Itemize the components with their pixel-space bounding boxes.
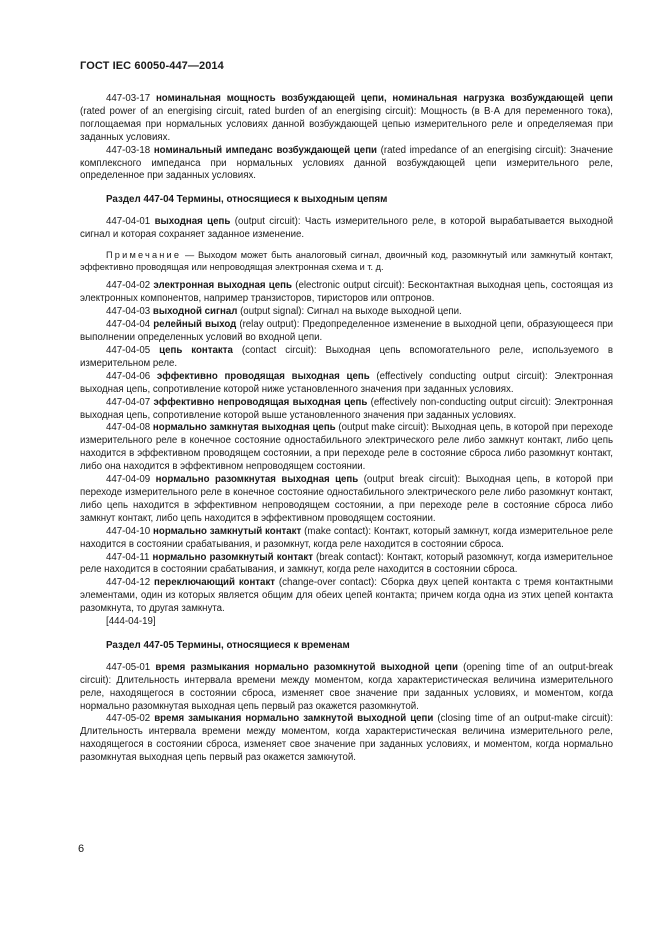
term-code: 447-03-18 [106, 144, 151, 156]
term-entry [80, 397, 613, 423]
note-dash: — [181, 250, 199, 261]
term-code: 447-04-11 [106, 551, 150, 563]
term-entry [80, 577, 613, 616]
term-name: время размыкания нормально разомкнутой выходной цепи [155, 661, 458, 673]
term-entry [80, 526, 613, 552]
term-definition: (output signal): Сигнал на выходе выходной цепи. [237, 306, 462, 318]
term-name: нормально замкнутая выходная цепь [152, 422, 336, 434]
term-definition: (rated power of an energising circuit, rated burden of an energising circuit): Мощность (в В·А для переменного тока), поглощаемая при нормальных условиях данной возбуждающей цепью измерительного реле и определяемая при заданных условиях. [80, 105, 613, 143]
term-name: нормально разомкнутая выходная цепь [155, 474, 359, 486]
term-code: 447-04-10 [106, 525, 151, 537]
term-entry [80, 145, 613, 184]
term-code: 447-04-07 [106, 396, 151, 408]
section-heading: Раздел 447-05 Термины, относящиеся к временам [106, 639, 350, 651]
term-entry [80, 713, 613, 765]
term-name: переключающий контакт [154, 577, 276, 589]
term-definition: (output break circuit): Выходная цепь, в которой при переходе измерительного реле в конечное состояние одностабильного электрического реле либо разомкнут контакт, либо цепь находится в эффективном непроводящем состоянии, а при переходе реле в состояние сброса либо замкнут контакт, либо цепь находится в эффективном проводящем состоянии. [80, 474, 613, 524]
term-code: 447-04-09 [106, 474, 151, 486]
term-entry [80, 422, 613, 474]
term-name: эффективно непроводящая выходная цепь [153, 396, 368, 408]
term-entry [80, 662, 613, 714]
term-name: номинальный импеданс возбуждающей цепи [153, 144, 378, 156]
term-name: время замыкания нормально замкнутой выходной цепи [154, 713, 434, 725]
term-name: электронная выходная цепь [153, 280, 292, 292]
term-code: 447-04-02 [106, 280, 151, 292]
note-label: Примечание [106, 250, 182, 261]
term-entry [80, 552, 613, 578]
term-name: выходная цепь [154, 216, 231, 228]
term-definition: (closing time of an output-make circuit): Длительность интервала времени между моментом, когда характеристическая величина измерительного реле, находящегося в состоянии сброса, изменяет свое значение при заданных условиях, и моментом, когда нормально разомкнутая выходная цепь первый раз окажется замкнутой. [80, 713, 614, 764]
term-code: 447-04-06 [106, 370, 151, 382]
section-heading: Раздел 447-04 Термины, относящиеся к выходным цепям [106, 194, 388, 206]
term-name: цепь контакта [159, 345, 233, 356]
term-entry [80, 319, 613, 345]
term-code: 447-05-02 [106, 713, 151, 725]
note-text: Выходом может быть аналоговый сигнал, двоичный код, разомкнутый или замкнутый контакт, эффективно проводящая или непроводящая электронная схема и т. д. [80, 250, 613, 273]
term-entry [80, 216, 613, 242]
term-name: нормально разомкнутый контакт [152, 551, 313, 563]
note [80, 249, 613, 273]
source-reference: [444-04-19] [106, 616, 156, 628]
term-definition: (rated impedance of an energising circuit): Значение комплексного импеданса при нормальных условиях данной возбуждающей цепи измерительного реле, определенное при заданных условиях. [80, 144, 613, 182]
term-definition: (make contact): Контакт, который замкнут, когда измерительное реле находится в состоянии срабатывания, и разомкнут, когда реле находится в состоянии сброса. [80, 525, 613, 550]
term-entry [80, 474, 613, 526]
term-code: 447-04-12 [106, 577, 151, 589]
term-definition: (output circuit): Часть измерительного реле, в которой вырабатывается выходной сигнал и которая сохраняет заданное изменение. [80, 216, 614, 241]
term-definition: (relay output): Предопределенное изменение в выходной цепи, образующееся при выполнении определенных условий во входной цепи. [80, 319, 613, 344]
term-name: нормально замкнутый контакт [153, 525, 302, 537]
term-code: 447-04-03 [106, 306, 151, 318]
term-name: релейный выход [153, 319, 237, 331]
term-code: 447-03-17 [106, 93, 151, 104]
term-name: выходной сигнал [152, 306, 238, 318]
term-name: номинальная мощность возбуждающей цепи, номинальная нагрузка возбуждающей цепи [155, 93, 613, 104]
term-code: 447-04-08 [106, 422, 151, 434]
term-name: эффективно проводящая выходная цепь [156, 370, 370, 382]
term-definition: (output make circuit): Выходная цепь, в которой при переходе измерительного реле в конечное состояние одностабильного электрического реле либо замкнут контакт, либо цепь находится в эффективном проводящем состоянии, а при переходе реле в состояние сброса либо разомкнут контакт, либо она находится в эффективном непроводящем состоянии. [80, 422, 613, 473]
term-code: 447-04-04 [106, 319, 151, 331]
term-entry [80, 345, 613, 371]
term-code: 447-04-05 [106, 345, 151, 356]
page-number: 6 [78, 843, 85, 855]
document-body [80, 93, 613, 765]
term-definition: (contact circuit): Выходная цепь вспомогательного реле, используемого в измерительном реле. [80, 345, 613, 369]
term-entry [80, 306, 613, 319]
document-header: ГОСТ IEC 60050-447—2014 [80, 60, 224, 72]
term-definition: (electronic output circuit): Бесконтактная выходная цепь, состоящая из электронных компонентов, например транзисторов, тиристоров или оптронов. [80, 280, 613, 305]
term-definition: (change-over contact): Сборка двух цепей контакта с тремя контактными элементами, один из которых является общим для обеих цепей контакта; причем когда одна из этих цепей контакта разомкнута, то другая замкнута. [80, 577, 613, 615]
term-definition: (opening time of an output-break circuit): Длительность интервала времени между моментом, когда характеристическая величина измерительного реле, находящегося в состоянии сброса, изменяет свое значение при заданных условиях, и моментом, когда нормально разомкнутая выходная цепь первый раз окажется разомкнутой. [80, 661, 613, 712]
term-definition: (break contact): Контакт, который разомкнут, когда измерительное реле находится в состоянии срабатывания, и замкнут, когда реле находится в состоянии сброса. [80, 551, 613, 576]
term-entry [80, 93, 613, 145]
term-definition: (effectively conducting output circuit): Электронная выходная цепь, сопротивление которой ниже установленного значения при заданных условиях. [80, 370, 614, 395]
term-code: 447-04-01 [106, 216, 151, 228]
term-entry [80, 280, 613, 306]
term-definition: (effectively non-conducting output circuit): Электронная выходная цепь, сопротивление которой выше установленного значения при заданных условиях. [80, 396, 613, 421]
term-code: 447-05-01 [106, 661, 151, 673]
term-entry [80, 371, 613, 397]
